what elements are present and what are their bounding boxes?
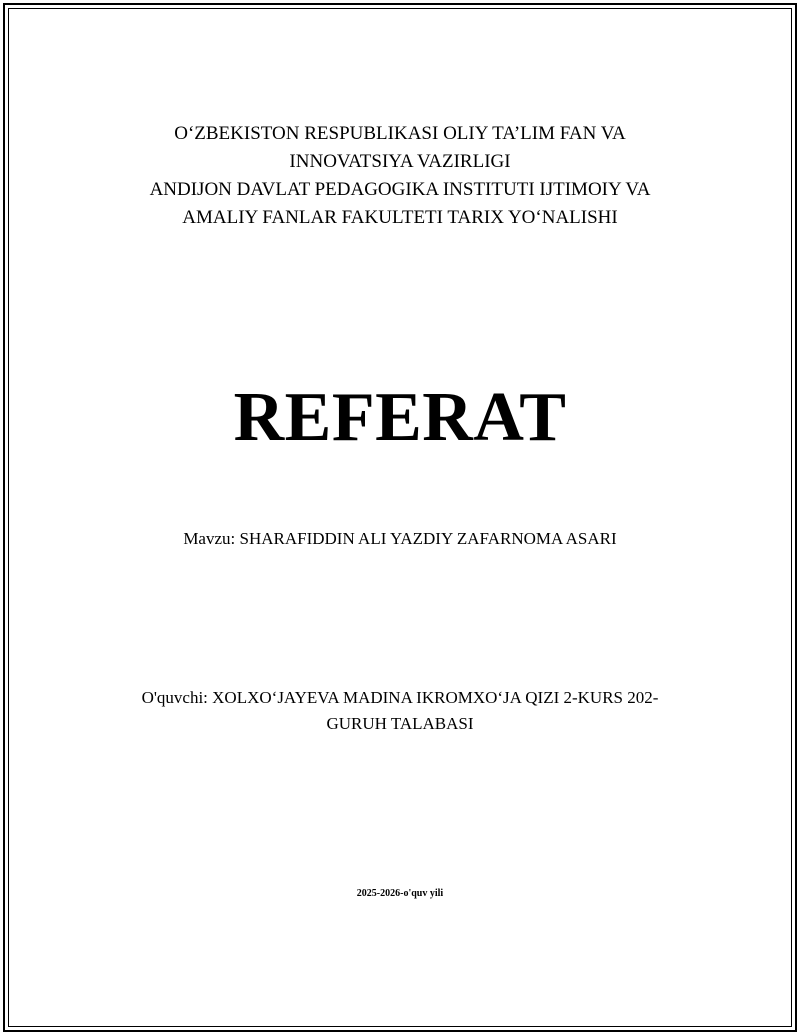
student-line: O'quvchi: XOLXO‘JAYEVA MADINA IKROMXO‘JA QIZI 2-KURS 202- [141, 688, 659, 707]
institution-header [0, 120, 800, 232]
header-line: INNOVATSIYA VAZIRLIGI [289, 151, 511, 172]
topic-line: Mavzu: SHARAFIDDIN ALI YAZDIY ZAFARNOMA ASARI [183, 529, 617, 548]
header-line: ANDIJON DAVLAT PEDAGOGIKA INSTITUTI IJTIMOIY VA [149, 179, 651, 200]
header-line: O‘ZBEKISTON RESPUBLIKASI OLIY TA’LIM FAN VA [174, 123, 626, 144]
header-line: AMALIY FANLAR FAKULTETI TARIX YO‘NALISHI [182, 207, 618, 228]
academic-year: 2025-2026-o'quv yili [356, 888, 444, 899]
document-title: REFERAT [233, 379, 567, 456]
student-line: GURUH TALABASI [326, 714, 474, 733]
student-info [0, 685, 800, 737]
